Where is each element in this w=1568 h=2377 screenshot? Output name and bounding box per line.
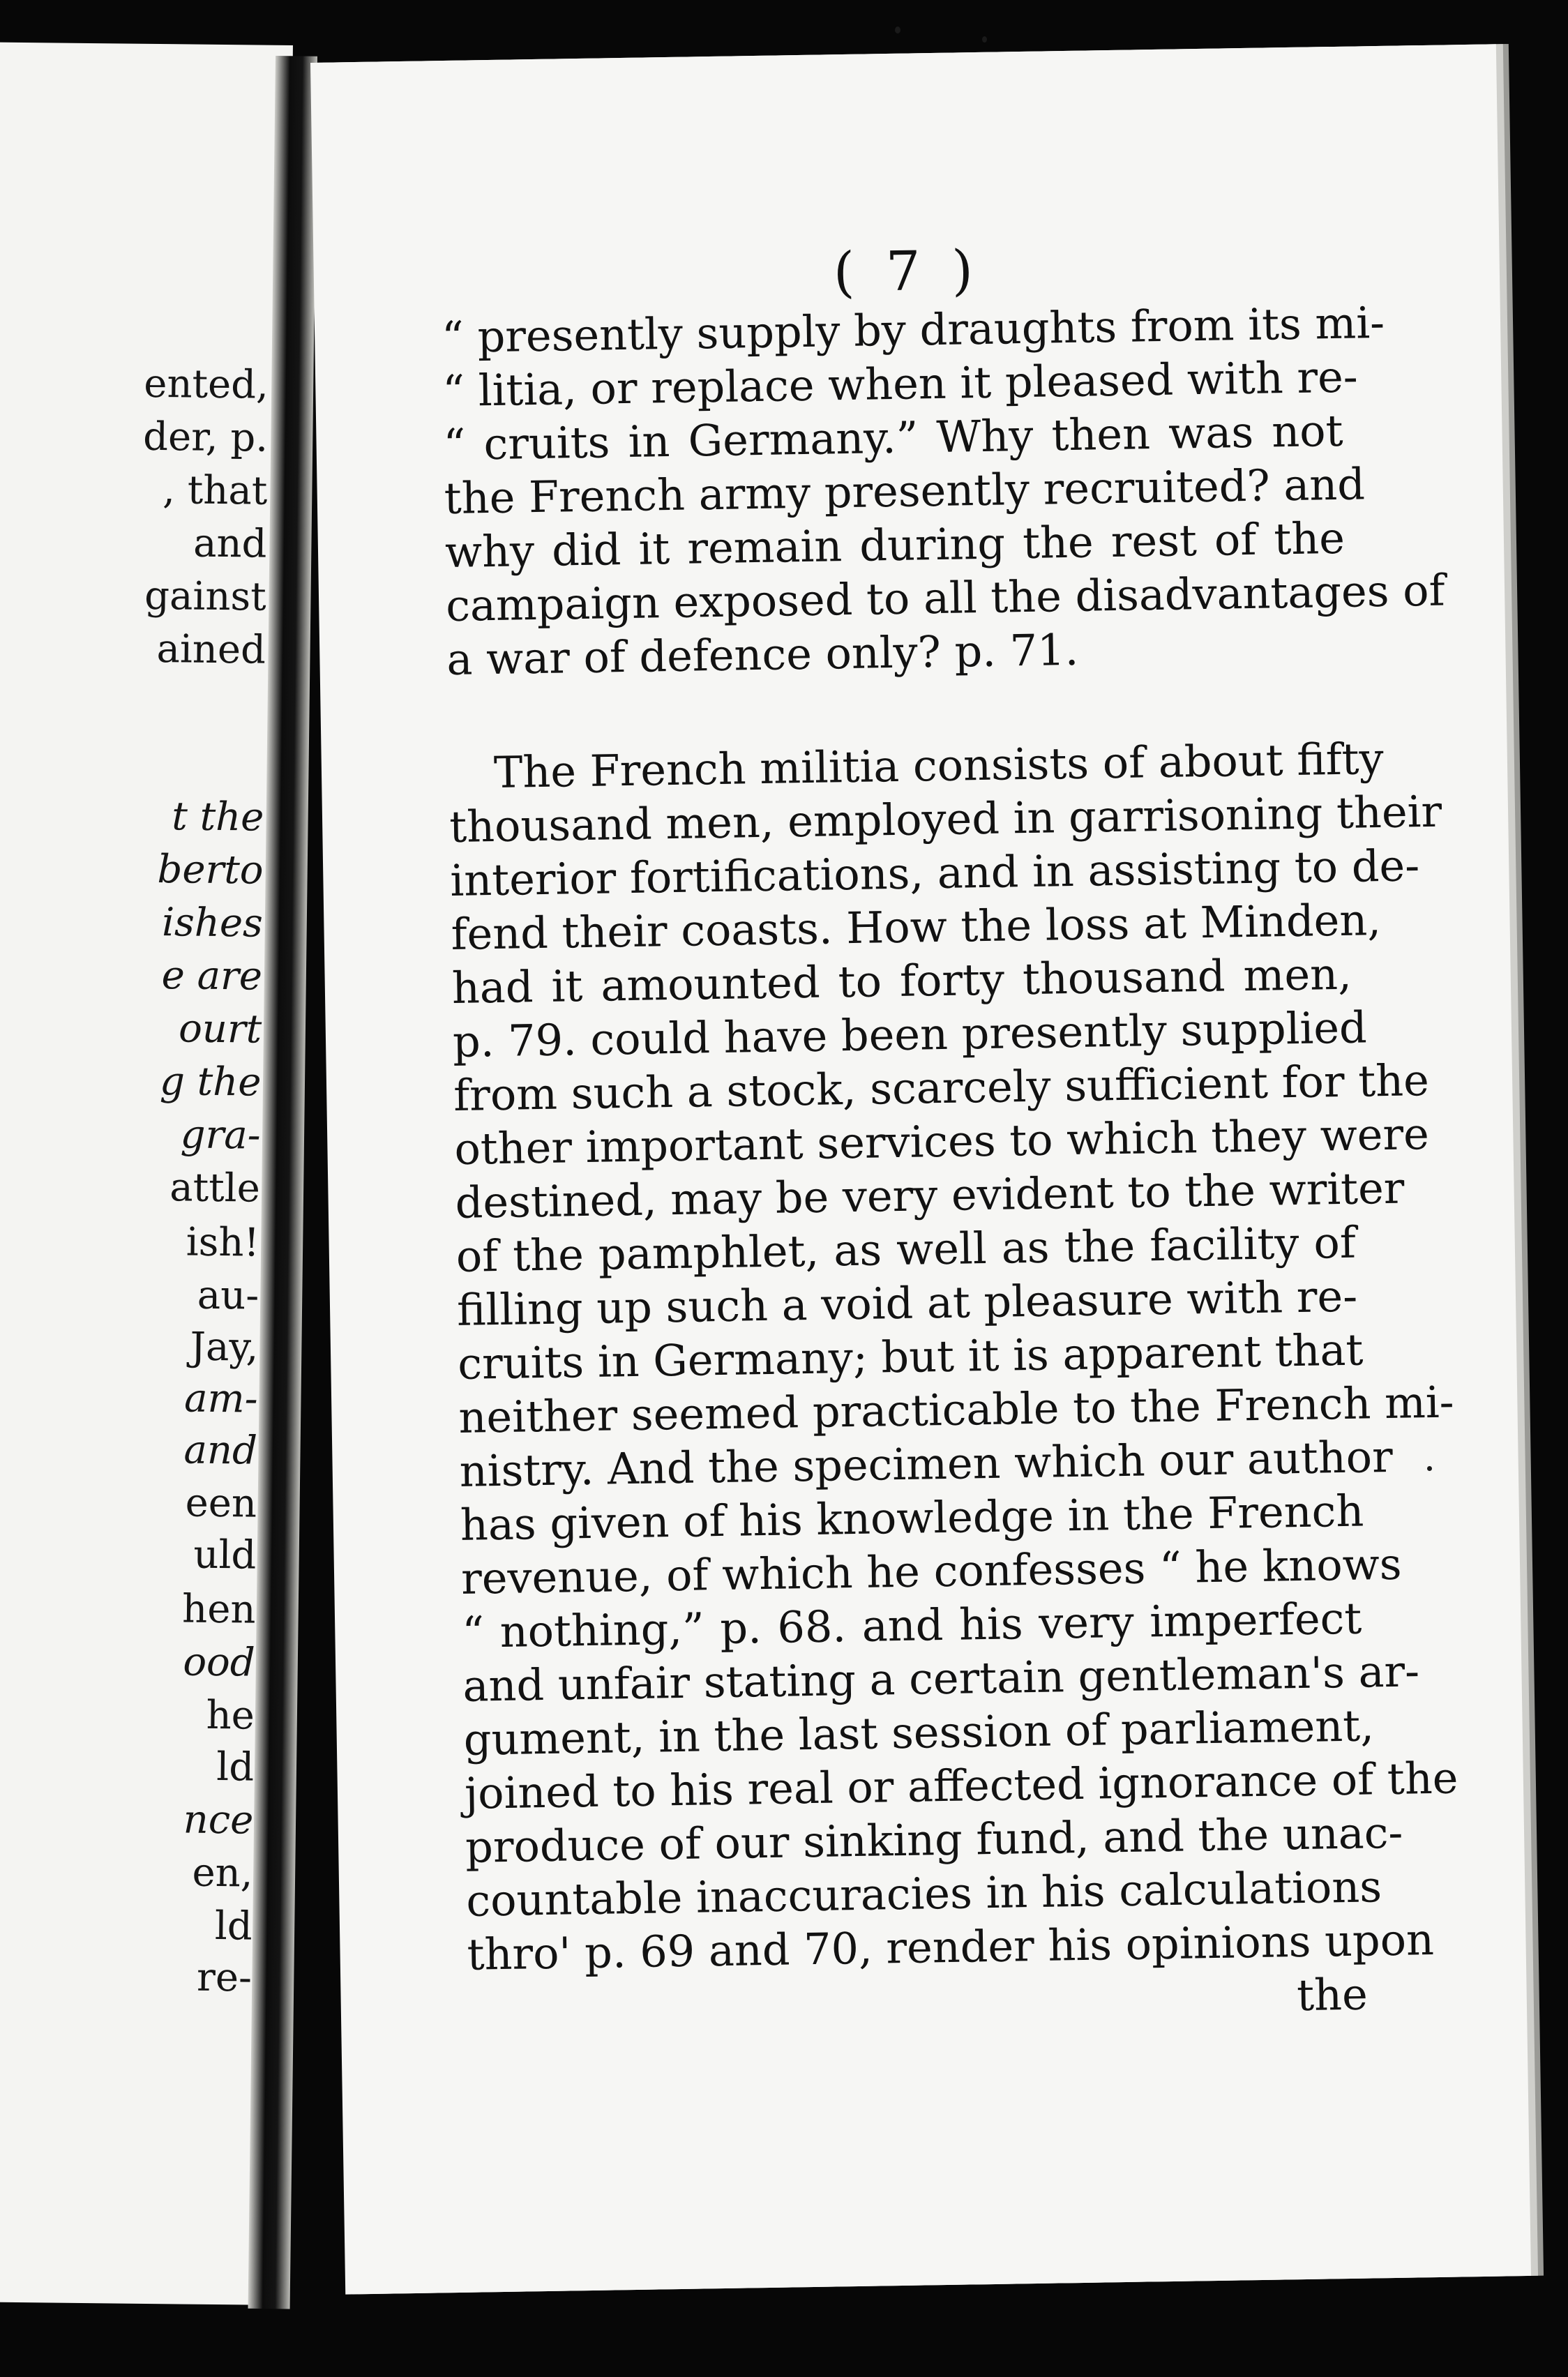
text-line: campaign exposed to all the disadvantages of — [445, 564, 1446, 632]
left-page-line: t the — [172, 794, 264, 840]
left-page-line: ld — [214, 1903, 253, 1949]
text-line: and unfair stating a certain gentleman's ar- — [462, 1645, 1420, 1712]
left-page-line: Jay, — [190, 1324, 259, 1371]
left-page-line: he — [206, 1692, 255, 1739]
left-page-line: ood — [183, 1639, 256, 1686]
text-line: thousand men, employed in garrisoning their — [448, 785, 1442, 853]
left-page-line: , that — [162, 467, 268, 514]
left-page-line: hen — [181, 1586, 256, 1633]
paragraph-2 — [448, 732, 1458, 1982]
text-line: “ nothing,” p. 68. and his very imperfect — [461, 1592, 1362, 1658]
text-line: the French army presently recruited? and — [444, 458, 1366, 525]
text-line: cruits in Germany; but it is apparent that — [457, 1324, 1364, 1389]
page-number: ( 7 ) — [833, 239, 981, 305]
left-page-line: uld — [193, 1532, 257, 1578]
left-page-line: nce — [183, 1797, 254, 1843]
text-line: interior fortifications, and in assisting to de- — [449, 840, 1420, 906]
text-line: filling up such a void at pleasure with re- — [456, 1270, 1358, 1336]
left-page-line: e are — [161, 953, 263, 999]
left-page-line: gainst — [144, 573, 267, 620]
left-page-line: ld — [216, 1744, 255, 1790]
left-page-line: berto — [157, 847, 264, 893]
text-line: of the pamphlet, as well as the facility of — [455, 1216, 1357, 1282]
text-line: gument, in the last session of parliament, — [463, 1700, 1375, 1765]
dust-speck — [982, 36, 987, 43]
text-line: why did it remain during the rest of the — [444, 512, 1345, 578]
catchword: the — [1296, 1968, 1369, 2021]
dust-speck — [895, 27, 900, 33]
text-line: produce of our sinking fund, and the unac- — [465, 1806, 1403, 1873]
right-page — [310, 44, 1531, 2294]
text-line: a war of defence only? p. 71. — [446, 624, 1079, 686]
text-line: from such a stock, scarcely sufficient for the — [453, 1054, 1430, 1121]
left-page-line: ish! — [186, 1219, 260, 1266]
text-line: thro' p. 69 and 70, render his opinions upon — [467, 1914, 1435, 1980]
text-line: joined to his real or affected ignorance of the — [464, 1752, 1458, 1819]
left-page-line: and — [183, 1427, 258, 1474]
left-page-line: re- — [196, 1954, 252, 2001]
text-line: has given of his knowledge in the French — [460, 1485, 1364, 1550]
text-line: revenue, of which he confesses “ he knows — [460, 1538, 1403, 1604]
text-line: other important services to which they were — [453, 1108, 1430, 1175]
text-line: “ presently supply by draughts from its mi- — [441, 296, 1385, 363]
text-line: The French militia consists of about fifty — [493, 732, 1385, 798]
left-page-line: ained — [156, 626, 266, 673]
text-line: “ litia, or replace when it pleased with re- — [442, 351, 1359, 417]
left-page-line: der, p. — [142, 414, 269, 461]
text-line: had it amounted to forty thousand men, — [451, 948, 1352, 1013]
text-line: nistry. And the specimen which our author — [459, 1431, 1394, 1497]
text-line: fend their coasts. How the loss at Minden, — [451, 894, 1382, 960]
left-page-line: gra- — [180, 1112, 261, 1159]
left-page-line: au- — [197, 1272, 259, 1319]
left-page-line: en, — [192, 1850, 253, 1896]
left-page-line: een — [185, 1480, 257, 1527]
text-line: “ cruits in Germany.” Why then was not — [443, 405, 1344, 471]
left-page-line: am- — [183, 1375, 258, 1422]
left-page-line: ented, — [144, 361, 269, 408]
text-line: p. 79. could have been presently supplied — [452, 1002, 1368, 1067]
text-line: destined, may be very evident to the writer — [455, 1162, 1405, 1228]
left-page-line: ishes — [161, 900, 264, 946]
text-line: neither seemed practicable to the French mi- — [458, 1376, 1455, 1443]
left-page-line: attle — [169, 1165, 261, 1212]
left-page-fragment — [0, 42, 293, 2305]
dust-speck — [1427, 1466, 1432, 1471]
paragraph-1 — [441, 296, 1446, 686]
left-page-line: ourt — [178, 1006, 262, 1052]
page-body — [441, 296, 1458, 2035]
text-line: countable inaccuracies in his calculations — [465, 1861, 1382, 1926]
left-page-line: g the — [159, 1059, 262, 1106]
left-page-line: and — [193, 520, 267, 567]
